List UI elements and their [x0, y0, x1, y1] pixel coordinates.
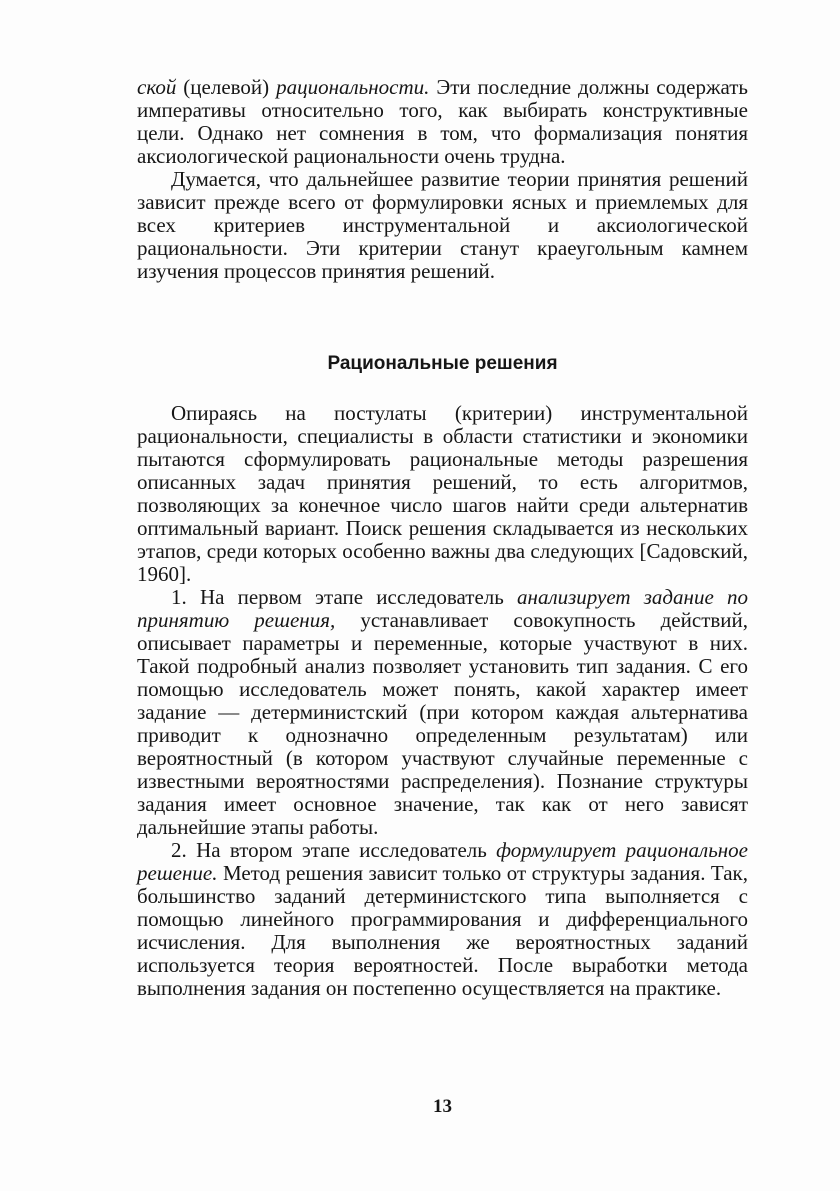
paragraph-postulates: Опираясь на постулаты (критерии) инструментальной рациональности, специалисты в области статистики и экономики пытаются сформулировать рациональные методы разрешения описанных задач принятия решений, то есть алгоритмов, позволяющих за конечное число шагов найти среди альтернатив оптимальный вариант. Поиск решения складывается из нескольких этапов, среди которых особенно важны два следующих [Садовский, 1960]. — [137, 401, 748, 586]
section-heading: Рациональные решения — [327, 353, 558, 374]
main-text-block — [137, 402, 748, 1000]
italic-fragment: рациональности. — [276, 75, 430, 99]
text-fragment: (целевой) — [176, 75, 277, 99]
top-text-block — [137, 76, 748, 283]
italic-fragment: анализирует задание по принятию решения, — [137, 585, 748, 632]
italic-fragment: ской — [137, 75, 177, 99]
page-number: 13 — [433, 1096, 452, 1117]
paragraph-decision-theory: Думается, что дальнейшее развитие теории принятия решений зависит прежде всего от формулировки ясных и приемлемых для всех критериев инструментальной и аксиологической рациональности. Эти критерии станут краеугольным камнем изучения процессов принятия решений. — [137, 167, 748, 283]
paragraph-stage-two — [137, 839, 748, 1000]
text-fragment: Метод решения зависит только от структуры задания. Так, большинство заданий детерминистского типа выполняется с помощью линейного программирования и дифференциального исчисления. Для выполнения же вероятностных заданий используется теория вероятностей. После выработки метода выполнения задания он постепенно осуществляется на практике. — [137, 861, 748, 1000]
italic-fragment: формулирует рациональное решение. — [137, 838, 749, 885]
text-fragment: Эти последние должны содержать императивы относительно того, как выбирать конструктивные цели. Однако нет сомнения в том, что формализация понятия аксиологической рациональности очень трудна. — [137, 75, 749, 168]
paragraph-stage-one — [137, 586, 748, 839]
paragraph-continued — [137, 76, 748, 168]
text-fragment: 2. На втором этапе исследователь — [171, 838, 497, 862]
text-fragment: 1. На первом этапе исследователь — [171, 585, 518, 609]
text-fragment: устанавливает совокупность действий, описывает параметры и переменные, которые участвуют в них. Такой подробный анализ позволяет установить тип задания. С его помощью исследователь может понять, какой характер имеет задание — детерминистский (при котором каждая альтернатива приводит к однозначно определенным результатам) или вероятностный (в котором участвуют случайные переменные с известными вероятностями распределения). Познание структуры задания имеет основное значение, так как от него зависят дальнейшие этапы работы. — [137, 608, 749, 839]
